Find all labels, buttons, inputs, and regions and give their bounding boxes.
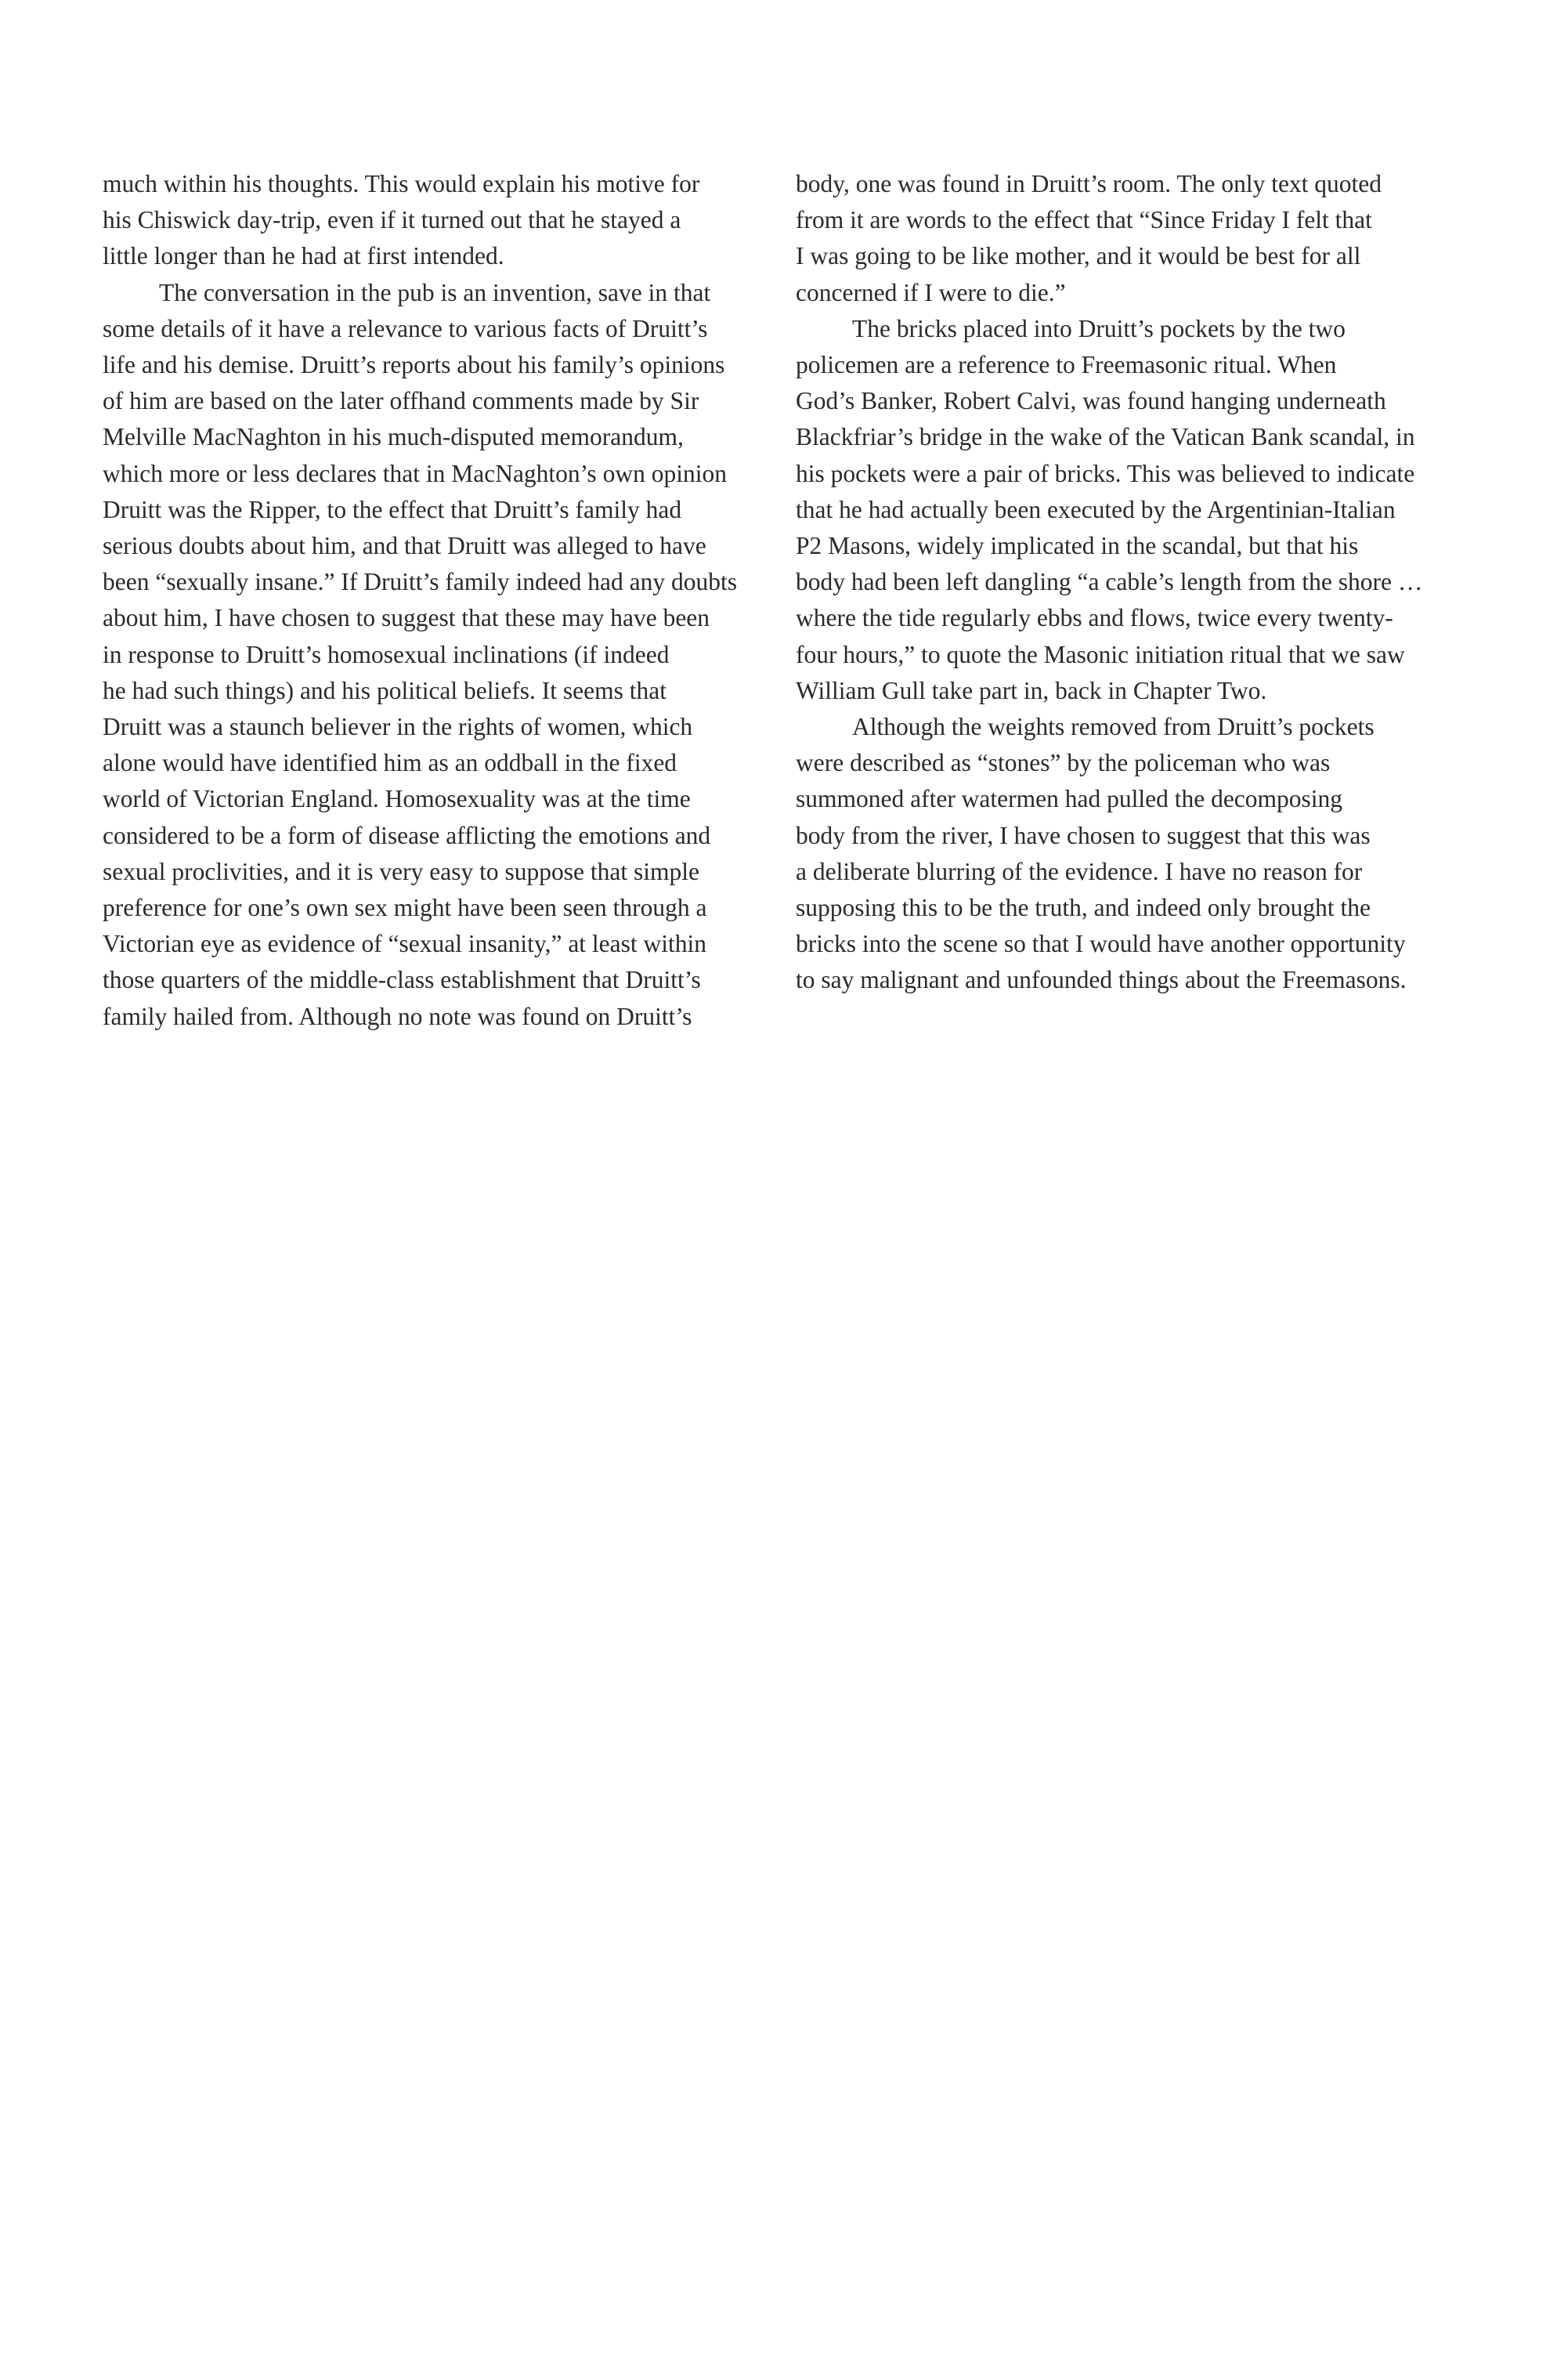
- text-line: Victorian eye as evidence of “sexual insanity,” at least within: [103, 930, 707, 958]
- text-line: P2 Masons, widely implicated in the scandal, but that his: [796, 532, 1359, 560]
- text-line: sexual proclivities, and it is very easy to suppose that simple: [103, 857, 699, 885]
- text-line: he had such things) and his political beliefs. It seems that: [103, 676, 667, 704]
- text-line: about him, I have chosen to suggest that these may have been: [103, 604, 710, 632]
- text-line: summoned after watermen had pulled the decomposing: [796, 785, 1343, 813]
- text-line: God’s Banker, Robert Calvi, was found hanging underneath: [796, 387, 1386, 415]
- text-line: body, one was found in Druitt’s room. The only text quoted: [796, 170, 1382, 197]
- paragraph-first-line: Although the weights removed from Druitt’s pockets: [852, 713, 1375, 741]
- right-text-column: [796, 166, 1501, 999]
- text-line: in response to Druitt’s homosexual inclinations (if indeed: [103, 640, 670, 668]
- text-line: alone would have identified him as an oddball in the fixed: [103, 749, 677, 777]
- text-line: his pockets were a pair of bricks. This was believed to indicate: [796, 459, 1415, 487]
- text-line: body from the river, I have chosen to suggest that this was: [796, 821, 1371, 849]
- text-line: a deliberate blurring of the evidence. I have no reason for: [796, 857, 1363, 885]
- text-line: which more or less declares that in MacNaghton’s own opinion: [103, 459, 727, 487]
- text-line: concerned if I were to die.”: [796, 278, 1066, 306]
- text-line: I was going to be like mother, and it would be best for all: [796, 242, 1361, 270]
- text-line: body had been left dangling “a cable’s length from the shore …: [796, 568, 1423, 596]
- text-line: that he had actually been executed by the Argentinian-Italian: [796, 495, 1396, 523]
- text-line: some details of it have a relevance to various facts of Druitt’s: [103, 314, 708, 342]
- text-line: William Gull take part in, back in Chapter Two.: [796, 676, 1267, 704]
- text-line: policemen are a reference to Freemasonic ritual. When: [796, 351, 1337, 379]
- paragraph-first-line: The conversation in the pub is an invention, save in that: [159, 278, 711, 306]
- text-line: were described as “stones” by the policeman who was: [796, 749, 1331, 777]
- text-line: supposing this to be the truth, and indeed only brought the: [796, 894, 1371, 922]
- text-line: those quarters of the middle-class establishment that Druitt’s: [103, 966, 701, 994]
- text-line: serious doubts about him, and that Druitt was alleged to have: [103, 532, 706, 560]
- text-line: where the tide regularly ebbs and flows, twice every twenty-: [796, 604, 1393, 632]
- text-line: Druitt was a staunch believer in the rights of women, which: [103, 713, 693, 741]
- text-line: preference for one’s own sex might have been seen through a: [103, 894, 707, 922]
- text-line: Druitt was the Ripper, to the effect that Druitt’s family had: [103, 495, 682, 523]
- text-line: his Chiswick day-trip, even if it turned out that he stayed a: [103, 206, 681, 234]
- text-line: little longer than he had at first intended.: [103, 242, 504, 270]
- text-line: been “sexually insane.” If Druitt’s family indeed had any doubts: [103, 568, 738, 596]
- paragraph-first-line: The bricks placed into Druitt’s pockets by the two: [852, 314, 1346, 342]
- text-line: four hours,” to quote the Masonic initiation ritual that we saw: [796, 640, 1405, 668]
- text-line: much within his thoughts. This would explain his motive for: [103, 170, 700, 197]
- text-line: family hailed from. Although no note was found on Druitt’s: [103, 1002, 692, 1030]
- text-line: from it are words to the effect that “Since Friday I felt that: [796, 206, 1372, 234]
- text-line: to say malignant and unfounded things about the Freemasons.: [796, 966, 1407, 994]
- text-line: life and his demise. Druitt’s reports about his family’s opinions: [103, 351, 725, 379]
- text-line: world of Victorian England. Homosexuality was at the time: [103, 785, 691, 813]
- text-line: considered to be a form of disease afflicting the emotions and: [103, 821, 711, 849]
- text-line: bricks into the scene so that I would have another opportunity: [796, 930, 1406, 958]
- text-line: Blackfriar’s bridge in the wake of the Vatican Bank scandal, in: [796, 423, 1415, 451]
- text-line: Melville MacNaghton in his much-disputed memorandum,: [103, 423, 684, 451]
- text-line: of him are based on the later offhand comments made by Sir: [103, 387, 699, 415]
- left-text-column: [103, 166, 792, 1035]
